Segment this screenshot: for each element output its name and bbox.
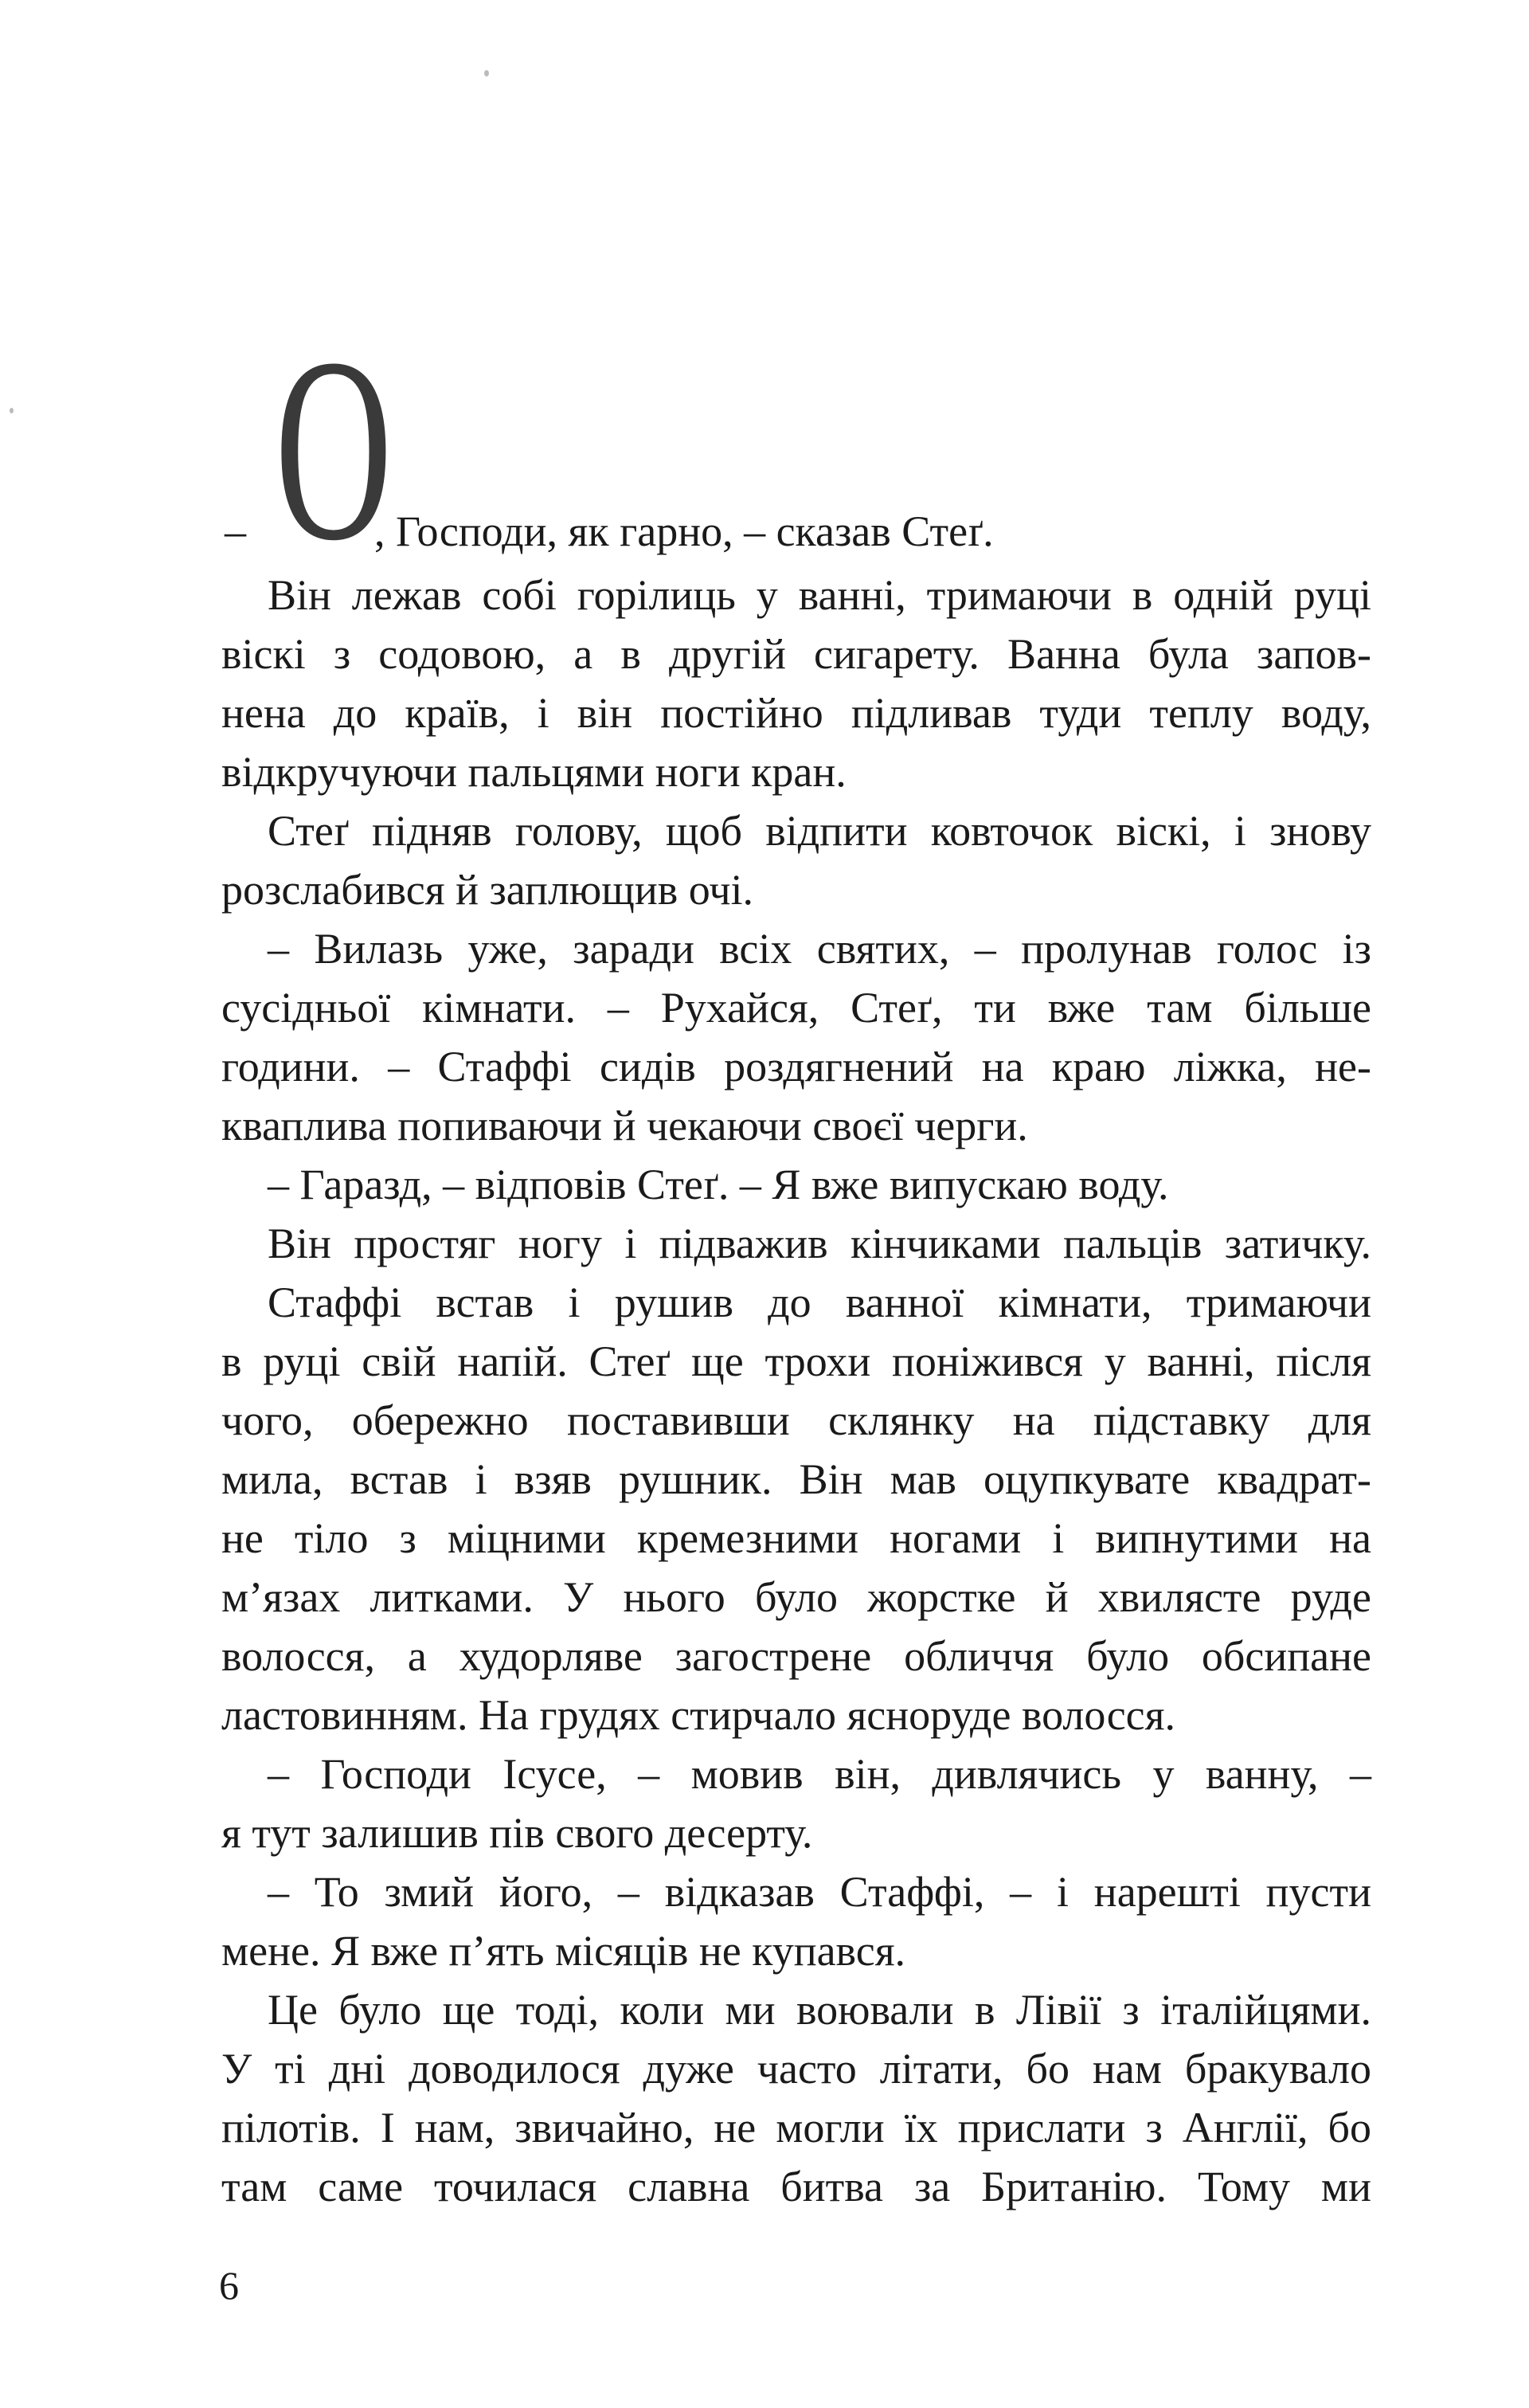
text-line-content: пілотів. І нам, звичайно, не могли їх прислати з Англії, бо xyxy=(221,2104,1371,2152)
text-line-content: не тіло з міцними кремезними ногами і випнутими на xyxy=(221,1514,1371,1562)
text-line xyxy=(221,1627,1371,1686)
text-line xyxy=(221,1921,1371,1980)
text-line-content: ластовинням. На грудях стирчало яснoруде волосся. xyxy=(221,1691,1175,1739)
text-line xyxy=(221,919,1371,978)
text-line-content: Він лежав собі горілиць у ванні, тримаючи в одній руці xyxy=(268,571,1371,619)
text-line-content: сусідньої кімнати. – Рухайся, Стеґ, ти вже там більше xyxy=(221,984,1371,1032)
text-line xyxy=(221,1450,1371,1509)
text-line-content: години. – Стаффі сидів роздягнений на краю ліжка, не- xyxy=(221,1043,1371,1090)
text-line xyxy=(221,1037,1371,1096)
text-line-content: мила, встав і взяв рушник. Він мав оцупкувате квадрат- xyxy=(221,1455,1371,1503)
text-line-content: розслабився й заплющив очі. xyxy=(221,866,753,914)
text-line-content: Стаффі встав і рушив до ванної кімнати, тримаючи xyxy=(268,1278,1371,1326)
dialogue-dash: – xyxy=(225,507,246,555)
scan-speck xyxy=(10,408,14,413)
page-number: 6 xyxy=(219,2263,239,2308)
first-line-text: , Господи, як гарно, – сказав Стеґ. xyxy=(374,507,994,555)
text-line-content: – Гаразд, – відповів Стеґ. – Я вже випускаю воду. xyxy=(268,1161,1169,1208)
text-line xyxy=(221,1803,1371,1862)
text-line-content: віскі з содовою, а в другій сигарету. Ванна була запов- xyxy=(221,630,1371,678)
text-line-content: там саме точилася славна битва за Британію. Тому ми xyxy=(221,2163,1371,2210)
text-line xyxy=(221,625,1371,683)
text-line-content: Він простяг ногу і підважив кінчиками пальців затичку. xyxy=(268,1220,1371,1267)
text-line xyxy=(221,566,1371,625)
text-line-content: – То змий його, – відказав Стаффі, – і нарешті пусти xyxy=(268,1868,1371,1916)
text-line xyxy=(221,1980,1371,2039)
text-line xyxy=(221,742,1371,801)
text-line xyxy=(221,1568,1371,1627)
text-line-content: відкручуючи пальцями ноги кран. xyxy=(221,748,847,796)
scan-speck xyxy=(484,70,489,76)
text-line xyxy=(221,683,1371,742)
text-line xyxy=(221,1862,1371,1921)
text-line-content: нена до країв, і він постійно підливав туди теплу воду, xyxy=(221,689,1371,737)
body-text xyxy=(221,566,1371,2216)
text-line xyxy=(221,1332,1371,1391)
text-line xyxy=(221,2098,1371,2157)
text-line xyxy=(221,1214,1371,1273)
text-line-content: волосся, а худорляве загострене обличчя було обсипане xyxy=(221,1632,1371,1680)
text-line xyxy=(221,1744,1371,1803)
text-line xyxy=(221,1155,1371,1214)
text-line-content: мене. Я вже п’ять місяців не купався. xyxy=(221,1927,906,1975)
text-line-content: м’язах литками. У нього було жорстке й хвилясте руде xyxy=(221,1573,1371,1621)
text-line xyxy=(221,1509,1371,1568)
text-line-content: в руці свій напій. Стеґ ще трохи поніжився у ванні, після xyxy=(221,1337,1371,1385)
text-line-content: – Вилазь уже, заради всіх святих, – пролунав голос із xyxy=(268,925,1371,973)
text-line xyxy=(221,2039,1371,2098)
text-line-content: У ті дні доводилося дуже часто літати, бо нам бракувало xyxy=(221,2045,1371,2093)
text-line xyxy=(221,1391,1371,1450)
drop-cap: О xyxy=(275,304,393,595)
text-line xyxy=(221,978,1371,1037)
text-line-content: Це було ще тоді, коли ми воювали в Лівії з італійцями. xyxy=(268,1986,1371,2034)
text-line-content: – Господи Ісусе, – мовив він, дивлячись у ванну, – xyxy=(268,1750,1371,1798)
text-line xyxy=(221,1273,1371,1332)
text-line-content: я тут залишив пів свого десерту. xyxy=(221,1809,813,1857)
text-line xyxy=(221,1096,1371,1155)
text-line xyxy=(221,1686,1371,1744)
text-line-content: чого, обережно поставивши склянку на підставку для xyxy=(221,1396,1371,1444)
text-line-content: Стеґ підняв голову, щоб відпити ковточок віскі, і знову xyxy=(268,807,1371,855)
text-line xyxy=(221,801,1371,860)
text-line xyxy=(221,860,1371,919)
text-line xyxy=(221,2157,1371,2216)
text-line-content: кваплива попиваючи й чекаючи своєї черги. xyxy=(221,1102,1028,1149)
